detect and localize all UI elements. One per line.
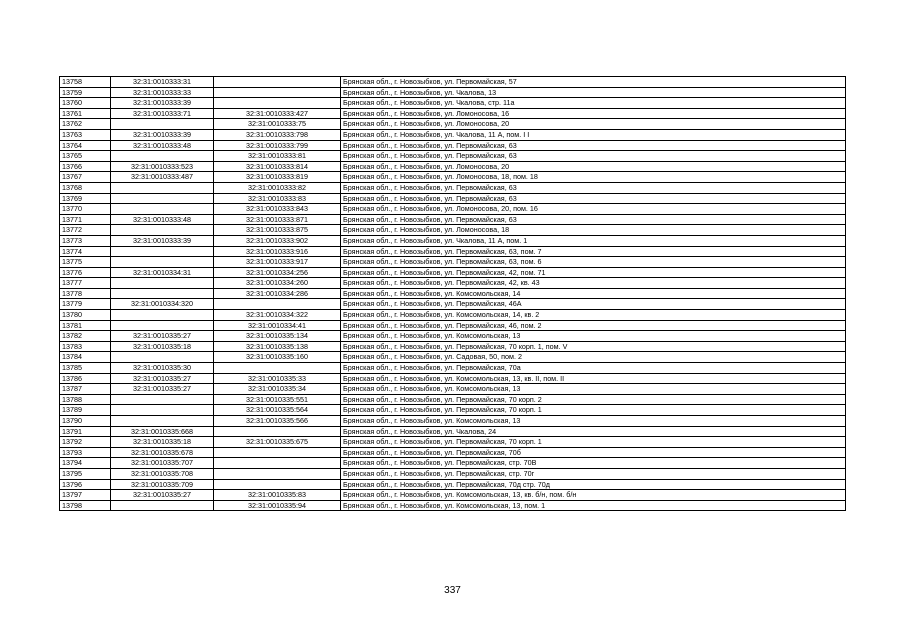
row-number-cell: 13782	[60, 331, 111, 342]
table-row	[60, 500, 846, 511]
row-number-cell: 13770	[60, 204, 111, 215]
cadastral-parcel-cell: 32:31:0010333:523	[111, 161, 214, 172]
table-row	[60, 479, 846, 490]
cadastral-building-cell: 32:31:0010334:286	[214, 288, 341, 299]
cadastral-parcel-cell: 32:31:0010333:33	[111, 87, 214, 98]
table-row	[60, 214, 846, 225]
cadastral-building-cell: 32:31:0010333:843	[214, 204, 341, 215]
row-number-cell: 13763	[60, 129, 111, 140]
address-cell: Брянская обл., г. Новозыбков, ул. Ломоносова, 16	[341, 108, 846, 119]
address-cell: Брянская обл., г. Новозыбков, ул. Ломоносова, 18, пом. 18	[341, 172, 846, 183]
cadastral-building-cell	[214, 98, 341, 109]
row-number-cell: 13796	[60, 479, 111, 490]
address-cell: Брянская обл., г. Новозыбков, ул. Чкалова, стр. 11а	[341, 98, 846, 109]
cadastral-parcel-cell: 32:31:0010333:39	[111, 98, 214, 109]
table-row	[60, 299, 846, 310]
table-row	[60, 288, 846, 299]
cadastral-building-cell: 32:31:0010333:916	[214, 246, 341, 257]
address-cell: Брянская обл., г. Новозыбков, ул. Первомайская, стр. 70г	[341, 468, 846, 479]
cadastral-parcel-cell	[111, 182, 214, 193]
cadastral-parcel-cell: 32:31:0010335:30	[111, 363, 214, 374]
cadastral-parcel-cell	[111, 310, 214, 321]
row-number-cell: 13767	[60, 172, 111, 183]
row-number-cell: 13784	[60, 352, 111, 363]
row-number-cell: 13777	[60, 278, 111, 289]
cadastral-parcel-cell: 32:31:0010335:18	[111, 437, 214, 448]
row-number-cell: 13790	[60, 416, 111, 427]
table-row	[60, 204, 846, 215]
address-cell: Брянская обл., г. Новозыбков, ул. Первомайская, 63, пом. 7	[341, 246, 846, 257]
property-registry-table	[59, 76, 846, 511]
row-number-cell: 13789	[60, 405, 111, 416]
address-cell: Брянская обл., г. Новозыбков, ул. Комсомольская, 14	[341, 288, 846, 299]
table-row	[60, 394, 846, 405]
table-row	[60, 405, 846, 416]
address-cell: Брянская обл., г. Новозыбков, ул. Первомайская, 63	[341, 182, 846, 193]
address-cell: Брянская обл., г. Новозыбков, ул. Первомайская, стр. 70В	[341, 458, 846, 469]
address-cell: Брянская обл., г. Новозыбков, ул. Первомайская, 70 корп. 1	[341, 437, 846, 448]
table-row	[60, 267, 846, 278]
address-cell: Брянская обл., г. Новозыбков, ул. Комсомольская, 14, кв. 2	[341, 310, 846, 321]
row-number-cell: 13760	[60, 98, 111, 109]
row-number-cell: 13792	[60, 437, 111, 448]
row-number-cell: 13794	[60, 458, 111, 469]
cadastral-building-cell	[214, 479, 341, 490]
cadastral-building-cell: 32:31:0010333:427	[214, 108, 341, 119]
table-row	[60, 182, 846, 193]
cadastral-parcel-cell	[111, 151, 214, 162]
table-row	[60, 437, 846, 448]
cadastral-building-cell	[214, 87, 341, 98]
cadastral-building-cell	[214, 468, 341, 479]
table-row	[60, 108, 846, 119]
cadastral-building-cell: 32:31:0010333:798	[214, 129, 341, 140]
table-row	[60, 98, 846, 109]
table-row	[60, 310, 846, 321]
cadastral-building-cell: 32:31:0010334:256	[214, 267, 341, 278]
cadastral-parcel-cell	[111, 416, 214, 427]
registry-table-body	[60, 77, 846, 511]
address-cell: Брянская обл., г. Новозыбков, ул. Чкалова, 11 А, пом. 1	[341, 235, 846, 246]
cadastral-parcel-cell	[111, 225, 214, 236]
table-row	[60, 426, 846, 437]
row-number-cell: 13776	[60, 267, 111, 278]
row-number-cell: 13758	[60, 77, 111, 88]
cadastral-parcel-cell: 32:31:0010333:71	[111, 108, 214, 119]
cadastral-parcel-cell	[111, 246, 214, 257]
cadastral-parcel-cell: 32:31:0010333:31	[111, 77, 214, 88]
cadastral-parcel-cell: 32:31:0010333:487	[111, 172, 214, 183]
cadastral-parcel-cell: 32:31:0010335:709	[111, 479, 214, 490]
cadastral-building-cell: 32:31:0010335:675	[214, 437, 341, 448]
cadastral-building-cell	[214, 363, 341, 374]
address-cell: Брянская обл., г. Новозыбков, ул. Комсомольская, 13	[341, 331, 846, 342]
cadastral-parcel-cell: 32:31:0010335:27	[111, 331, 214, 342]
address-cell: Брянская обл., г. Новозыбков, ул. Чкалова, 11 А, пом. I I	[341, 129, 846, 140]
address-cell: Брянская обл., г. Новозыбков, ул. Первомайская, 42, кв. 43	[341, 278, 846, 289]
cadastral-building-cell: 32:31:0010333:871	[214, 214, 341, 225]
cadastral-building-cell: 32:31:0010333:875	[214, 225, 341, 236]
row-number-cell: 13793	[60, 447, 111, 458]
cadastral-parcel-cell	[111, 352, 214, 363]
cadastral-parcel-cell: 32:31:0010333:48	[111, 214, 214, 225]
table-row	[60, 246, 846, 257]
cadastral-building-cell: 32:31:0010335:94	[214, 500, 341, 511]
cadastral-parcel-cell: 32:31:0010333:39	[111, 129, 214, 140]
table-row	[60, 161, 846, 172]
table-row	[60, 257, 846, 268]
cadastral-building-cell: 32:31:0010335:138	[214, 341, 341, 352]
address-cell: Брянская обл., г. Новозыбков, ул. Первомайская, 70а	[341, 363, 846, 374]
cadastral-parcel-cell: 32:31:0010334:320	[111, 299, 214, 310]
table-row	[60, 172, 846, 183]
row-number-cell: 13764	[60, 140, 111, 151]
table-row	[60, 119, 846, 130]
table-row	[60, 87, 846, 98]
cadastral-building-cell: 32:31:0010335:566	[214, 416, 341, 427]
row-number-cell: 13780	[60, 310, 111, 321]
page-number: 337	[444, 585, 461, 596]
cadastral-building-cell: 32:31:0010335:160	[214, 352, 341, 363]
address-cell: Брянская обл., г. Новозыбков, ул. Первомайская, 63	[341, 151, 846, 162]
cadastral-building-cell	[214, 447, 341, 458]
cadastral-parcel-cell: 32:31:0010334:31	[111, 267, 214, 278]
row-number-cell: 13769	[60, 193, 111, 204]
address-cell: Брянская обл., г. Новозыбков, ул. Первомайская, 70 корп. 2	[341, 394, 846, 405]
cadastral-parcel-cell: 32:31:0010335:668	[111, 426, 214, 437]
row-number-cell: 13775	[60, 257, 111, 268]
cadastral-building-cell: 32:31:0010333:81	[214, 151, 341, 162]
cadastral-building-cell: 32:31:0010335:134	[214, 331, 341, 342]
cadastral-building-cell: 32:31:0010333:83	[214, 193, 341, 204]
address-cell: Брянская обл., г. Новозыбков, ул. Ломоносова, 20	[341, 119, 846, 130]
table-row	[60, 140, 846, 151]
cadastral-parcel-cell	[111, 394, 214, 405]
cadastral-building-cell	[214, 458, 341, 469]
address-cell: Брянская обл., г. Новозыбков, ул. Комсомольская, 13	[341, 384, 846, 395]
table-row	[60, 468, 846, 479]
cadastral-building-cell: 32:31:0010335:551	[214, 394, 341, 405]
row-number-cell: 13788	[60, 394, 111, 405]
address-cell: Брянская обл., г. Новозыбков, ул. Первомайская, 70б	[341, 447, 846, 458]
cadastral-building-cell: 32:31:0010333:814	[214, 161, 341, 172]
row-number-cell: 13797	[60, 490, 111, 501]
address-cell: Брянская обл., г. Новозыбков, ул. Первомайская, 70 корп. 1	[341, 405, 846, 416]
table-row	[60, 331, 846, 342]
address-cell: Брянская обл., г. Новозыбков, ул. Комсомольская, 13, кв. II, пом. II	[341, 373, 846, 384]
row-number-cell: 13785	[60, 363, 111, 374]
row-number-cell: 13795	[60, 468, 111, 479]
row-number-cell: 13768	[60, 182, 111, 193]
cadastral-building-cell	[214, 299, 341, 310]
row-number-cell: 13783	[60, 341, 111, 352]
row-number-cell: 13765	[60, 151, 111, 162]
cadastral-parcel-cell	[111, 278, 214, 289]
cadastral-building-cell: 32:31:0010335:33	[214, 373, 341, 384]
cadastral-building-cell	[214, 77, 341, 88]
cadastral-parcel-cell	[111, 257, 214, 268]
table-row	[60, 278, 846, 289]
address-cell: Брянская обл., г. Новозыбков, ул. Комсомольская, 13, пом. 1	[341, 500, 846, 511]
row-number-cell: 13779	[60, 299, 111, 310]
address-cell: Брянская обл., г. Новозыбков, ул. Ломоносова, 20	[341, 161, 846, 172]
cadastral-parcel-cell	[111, 405, 214, 416]
cadastral-parcel-cell: 32:31:0010333:48	[111, 140, 214, 151]
table-row	[60, 225, 846, 236]
cadastral-parcel-cell: 32:31:0010335:27	[111, 490, 214, 501]
row-number-cell: 13781	[60, 320, 111, 331]
cadastral-building-cell: 32:31:0010335:564	[214, 405, 341, 416]
cadastral-parcel-cell: 32:31:0010335:27	[111, 384, 214, 395]
table-row	[60, 458, 846, 469]
table-row	[60, 151, 846, 162]
cadastral-building-cell: 32:31:0010335:34	[214, 384, 341, 395]
cadastral-parcel-cell	[111, 320, 214, 331]
cadastral-building-cell: 32:31:0010333:819	[214, 172, 341, 183]
cadastral-parcel-cell: 32:31:0010333:39	[111, 235, 214, 246]
row-number-cell: 13771	[60, 214, 111, 225]
address-cell: Брянская обл., г. Новозыбков, ул. Первомайская, 42, пом. 71	[341, 267, 846, 278]
cadastral-parcel-cell	[111, 288, 214, 299]
table-row	[60, 129, 846, 140]
cadastral-building-cell: 32:31:0010333:799	[214, 140, 341, 151]
table-row	[60, 193, 846, 204]
table-row	[60, 77, 846, 88]
address-cell: Брянская обл., г. Новозыбков, ул. Первомайская, 63, пом. 6	[341, 257, 846, 268]
address-cell: Брянская обл., г. Новозыбков, ул. Ломоносова, 20, пом. 16	[341, 204, 846, 215]
table-row	[60, 373, 846, 384]
table-row	[60, 384, 846, 395]
row-number-cell: 13778	[60, 288, 111, 299]
cadastral-parcel-cell	[111, 119, 214, 130]
row-number-cell: 13791	[60, 426, 111, 437]
cadastral-building-cell: 32:31:0010333:902	[214, 235, 341, 246]
table-row	[60, 447, 846, 458]
cadastral-building-cell: 32:31:0010335:83	[214, 490, 341, 501]
cadastral-parcel-cell: 32:31:0010335:708	[111, 468, 214, 479]
table-row	[60, 416, 846, 427]
address-cell: Брянская обл., г. Новозыбков, ул. Первомайская, 63	[341, 214, 846, 225]
table-row	[60, 352, 846, 363]
row-number-cell: 13786	[60, 373, 111, 384]
cadastral-parcel-cell: 32:31:0010335:27	[111, 373, 214, 384]
cadastral-parcel-cell: 32:31:0010335:18	[111, 341, 214, 352]
row-number-cell: 13772	[60, 225, 111, 236]
cadastral-building-cell: 32:31:0010333:75	[214, 119, 341, 130]
cadastral-building-cell	[214, 426, 341, 437]
cadastral-building-cell: 32:31:0010333:917	[214, 257, 341, 268]
cadastral-building-cell: 32:31:0010334:322	[214, 310, 341, 321]
cadastral-parcel-cell: 32:31:0010335:707	[111, 458, 214, 469]
cadastral-parcel-cell	[111, 500, 214, 511]
address-cell: Брянская обл., г. Новозыбков, ул. Первомайская, 63	[341, 193, 846, 204]
address-cell: Брянская обл., г. Новозыбков, ул. Первомайская, 70 корп. 1, пом. V	[341, 341, 846, 352]
table-row	[60, 320, 846, 331]
cadastral-parcel-cell: 32:31:0010335:678	[111, 447, 214, 458]
table-row	[60, 235, 846, 246]
table-row	[60, 490, 846, 501]
cadastral-building-cell: 32:31:0010333:82	[214, 182, 341, 193]
address-cell: Брянская обл., г. Новозыбков, ул. Первомайская, 57	[341, 77, 846, 88]
address-cell: Брянская обл., г. Новозыбков, ул. Первомайская, 70д стр. 70д	[341, 479, 846, 490]
row-number-cell: 13759	[60, 87, 111, 98]
address-cell: Брянская обл., г. Новозыбков, ул. Комсомольская, 13	[341, 416, 846, 427]
cadastral-parcel-cell	[111, 204, 214, 215]
cadastral-building-cell: 32:31:0010334:260	[214, 278, 341, 289]
address-cell: Брянская обл., г. Новозыбков, ул. Первомайская, 46А	[341, 299, 846, 310]
address-cell: Брянская обл., г. Новозыбков, ул. Чкалова, 24	[341, 426, 846, 437]
row-number-cell: 13798	[60, 500, 111, 511]
address-cell: Брянская обл., г. Новозыбков, ул. Первомайская, 46, пом. 2	[341, 320, 846, 331]
row-number-cell: 13761	[60, 108, 111, 119]
row-number-cell: 13766	[60, 161, 111, 172]
cadastral-building-cell: 32:31:0010334:41	[214, 320, 341, 331]
address-cell: Брянская обл., г. Новозыбков, ул. Чкалова, 13	[341, 87, 846, 98]
row-number-cell: 13773	[60, 235, 111, 246]
row-number-cell: 13774	[60, 246, 111, 257]
address-cell: Брянская обл., г. Новозыбков, ул. Садовая, 50, пом. 2	[341, 352, 846, 363]
address-cell: Брянская обл., г. Новозыбков, ул. Первомайская, 63	[341, 140, 846, 151]
table-row	[60, 341, 846, 352]
address-cell: Брянская обл., г. Новозыбков, ул. Комсомольская, 13, кв. б/н, пом. б/н	[341, 490, 846, 501]
row-number-cell: 13787	[60, 384, 111, 395]
row-number-cell: 13762	[60, 119, 111, 130]
cadastral-parcel-cell	[111, 193, 214, 204]
table-row	[60, 363, 846, 374]
address-cell: Брянская обл., г. Новозыбков, ул. Ломоносова, 18	[341, 225, 846, 236]
